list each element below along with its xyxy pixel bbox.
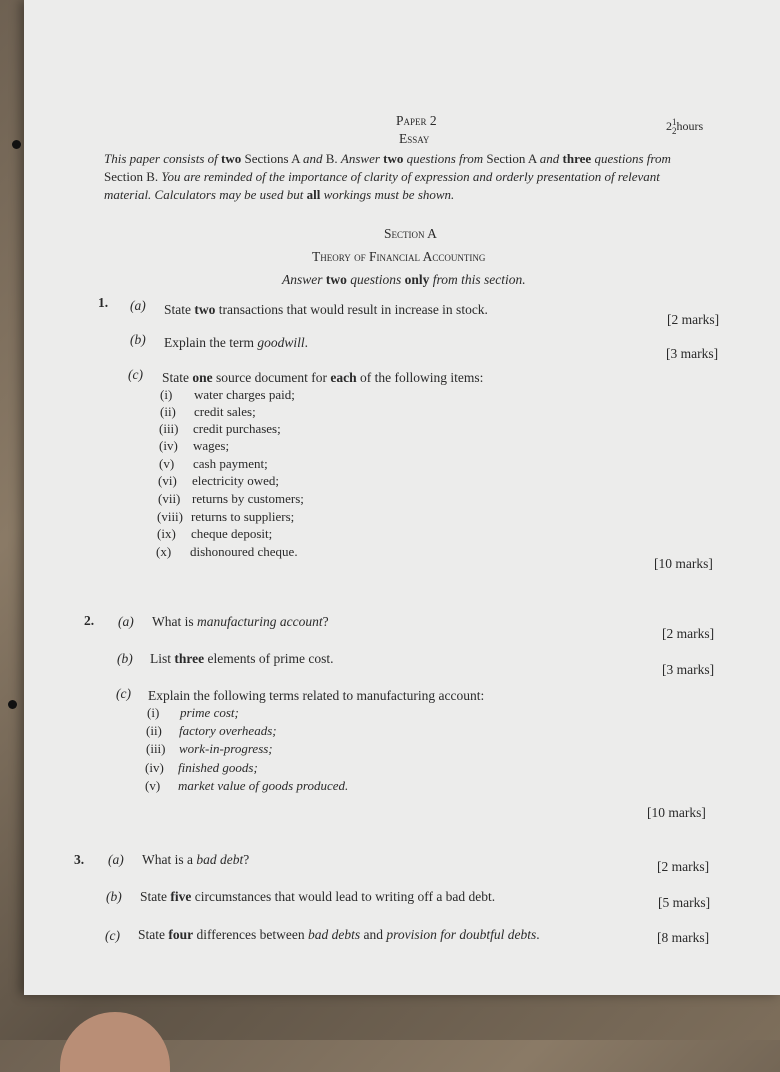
q1-b-label: (b): [130, 332, 146, 347]
q1-c-item: (iii) credit purchases;: [159, 421, 281, 436]
q2-c-marks: [10 marks]: [647, 805, 706, 820]
q3-a-label: (a): [108, 852, 124, 867]
q1-c-label: (c): [128, 367, 143, 382]
q3-a-marks: [2 marks]: [657, 859, 710, 874]
q2-c-item: (v) market value of goods produced.: [145, 778, 349, 793]
q2-b-marks: [3 marks]: [662, 662, 715, 677]
q3-c-text: State four differences between bad debts and provision for doubtful debts.: [138, 927, 540, 942]
q1-c-item: (iv) wages;: [159, 438, 230, 453]
q3-c-label: (c): [105, 928, 120, 943]
duration-fraction: 1 2: [672, 117, 677, 136]
question-1-number: 1.: [98, 295, 109, 310]
q1-a-marks: [2 marks]: [667, 312, 720, 327]
q1-b-text: Explain the term goodwill.: [164, 335, 308, 350]
q1-c-item: (vii) returns by customers;: [158, 491, 304, 506]
q1-c-item: (ii) credit sales;: [160, 404, 256, 419]
thumb: [60, 1012, 170, 1072]
paper-number: Paper 2: [396, 113, 437, 128]
q3-b-text: State five circumstances that would lead to writing off a bad debt.: [140, 889, 496, 904]
rubric-line-1: This paper consists of two Sections A and B. Answer two questions from Section A and three questions from: [104, 151, 671, 166]
q3-c-marks: [8 marks]: [657, 930, 710, 945]
question-3-number: 3.: [74, 852, 85, 867]
q2-b-label: (b): [117, 651, 133, 666]
question-2-number: 2.: [84, 613, 95, 628]
q2-c-item: (i) prime cost;: [147, 705, 239, 720]
q1-c-item: (v) cash payment;: [159, 456, 268, 471]
q2-c-item: (iv) finished goods;: [145, 760, 258, 775]
section-title: Section A: [384, 226, 437, 241]
binder-hole: [12, 140, 21, 149]
q1-c-item: (vi) electricity owed;: [158, 473, 279, 488]
duration-whole: 2: [666, 118, 672, 133]
binder-hole: [8, 700, 17, 709]
rubric-line-3: material. Calculators may be used but all workings must be shown.: [104, 187, 455, 202]
q1-c-item: (ix) cheque deposit;: [157, 526, 273, 541]
q3-b-label: (b): [106, 889, 122, 904]
q2-c-label: (c): [116, 686, 131, 701]
duration-unit: hours: [676, 118, 704, 133]
q1-c-text: State one source document for each of the following items:: [162, 370, 484, 385]
rubric-line-2: Section B. You are reminded of the importance of clarity of expression and orderly presentation of relevant: [104, 169, 660, 184]
q2-c-item: (iii) work-in-progress;: [146, 741, 273, 756]
q2-c-item: (ii) factory overheads;: [146, 723, 277, 738]
q1-c-item: (i) water charges paid;: [160, 387, 295, 402]
q2-c-text: Explain the following terms related to manufacturing account:: [148, 688, 485, 703]
q2-b-text: List three elements of prime cost.: [150, 651, 334, 666]
q3-a-text: What is a bad debt?: [142, 852, 250, 867]
section-instruction: Answer two questions only from this section.: [282, 272, 526, 287]
q1-a-text: State two transactions that would result in increase in stock.: [164, 302, 488, 317]
paper-type: Essay: [399, 131, 430, 146]
q1-b-marks: [3 marks]: [666, 346, 719, 361]
exam-page: [24, 0, 780, 995]
q1-c-marks: [10 marks]: [654, 556, 713, 571]
q2-a-text: What is manufacturing account?: [152, 614, 329, 629]
q1-c-item: (x) dishonoured cheque.: [156, 544, 298, 559]
q2-a-marks: [2 marks]: [662, 626, 715, 641]
q1-a-label: (a): [130, 298, 146, 313]
q3-b-marks: [5 marks]: [658, 895, 711, 910]
q2-a-label: (a): [118, 614, 134, 629]
q1-c-item: (viii) returns to suppliers;: [157, 509, 295, 524]
duration: [666, 118, 703, 136]
section-subtitle: Theory of Financial Accounting: [312, 249, 486, 264]
